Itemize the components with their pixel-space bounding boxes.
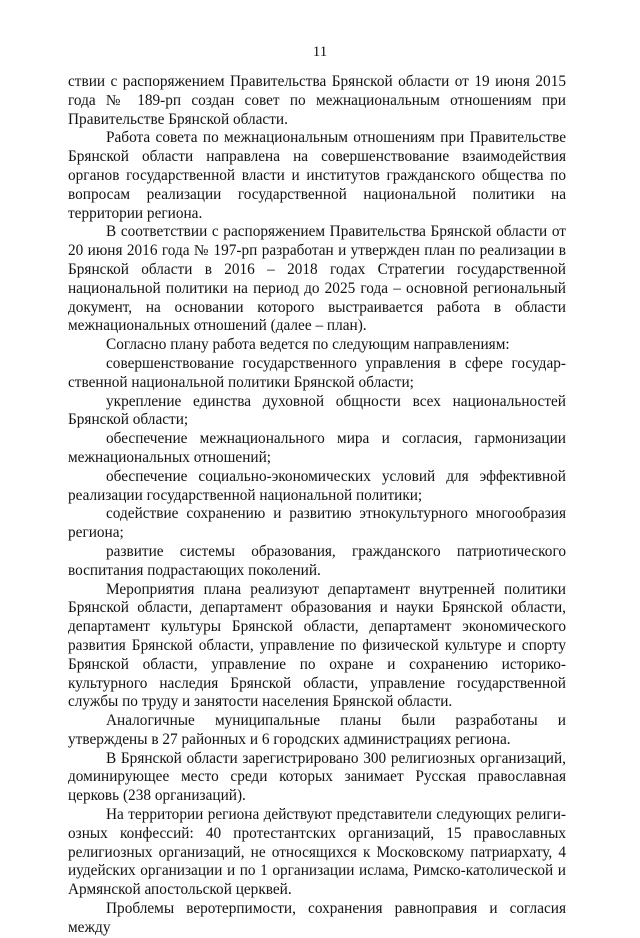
list-item-1: совершенствование государственного управления в сфере государственной национальной политики Брянской области; bbox=[68, 354, 566, 391]
paragraph-4: Согласно плану работа ведется по следующим направлениям: bbox=[106, 336, 510, 354]
paragraph-8: На территории региона действуют представители следующих религиозных конфессий: 40 протестантских организаций, 15 православных религиозных организаций, не относящихся к Московскому патриархату, 4 иудейских организации и по 1 организации ислама, Римско-католической и Армянской апостольской церквей. bbox=[68, 806, 566, 899]
paragraph-6: Аналогичные муниципальные планы были разработаны и утверждены в 27 районных и 6 городских администрациях региона. bbox=[68, 712, 566, 748]
list-item-4: обеспечение социально-экономических условий для эффективной реализации государственной национальной политики; bbox=[68, 467, 566, 504]
document-body bbox=[68, 73, 566, 938]
paragraph-3: В соответствии с распоряжением Правительства Брянской области от 20 июня 2016 года № 197-рп разработан и утвержден план по реализации в Брянской области в 2016 – 2018 годах Стратегии государственной национальной политики на период до 2025 года – основной региональный документ, на основании которого выстраивается работа в области межнациональных отношений (далее – план). bbox=[68, 223, 566, 335]
list-item-3: обеспечение межнационального мира и согласия, гармонизации межнациональных отношений; bbox=[68, 430, 566, 466]
paragraph-2: Работа совета по межнациональным отношениям при Правительстве Брянской области направлена на совершенствование взаимодействия органов государственной власти и институтов гражданского общества по вопросам реализации государственной национальной политики на территории региона. bbox=[68, 129, 566, 222]
paragraph-5: Мероприятия плана реализуют департамент внутренней политики Брянской области, департамент образования и науки Брянской области, департамент культуры Брянской области, департамент экономического развития Брянской области, управление по физической культуре и спорту Брянской области, управление по охране и сохранению историко-культурного наследия Брянской области, управление государственной службы по труду и занятости населения Брянской области. bbox=[68, 580, 566, 711]
page-number: 11 bbox=[312, 44, 328, 60]
list-item-6: развитие системы образования, гражданского патриотического воспитания подрастающих поколений. bbox=[68, 542, 566, 579]
paragraph-7: В Брянской области зарегистрировано 300 религиозных организаций, доминирующее место среди которых занимает Русская православная церковь (238 организаций). bbox=[68, 749, 566, 805]
paragraph-9: Проблемы веротерпимости, сохранения равноправия и согласия между bbox=[68, 900, 566, 936]
paragraph-1: ствии с распоряжением Правительства Брянской области от 19 июня 2015 года № 189-рп создан совет по межнациональным отношениям при Правительстве Брянской области. bbox=[68, 73, 566, 128]
list-item-2: укрепление единства духовной общности всех национальностей Брянской области; bbox=[68, 392, 566, 429]
list-item-5: содействие сохранению и развитию этнокультурного многообразия региона; bbox=[68, 505, 566, 542]
